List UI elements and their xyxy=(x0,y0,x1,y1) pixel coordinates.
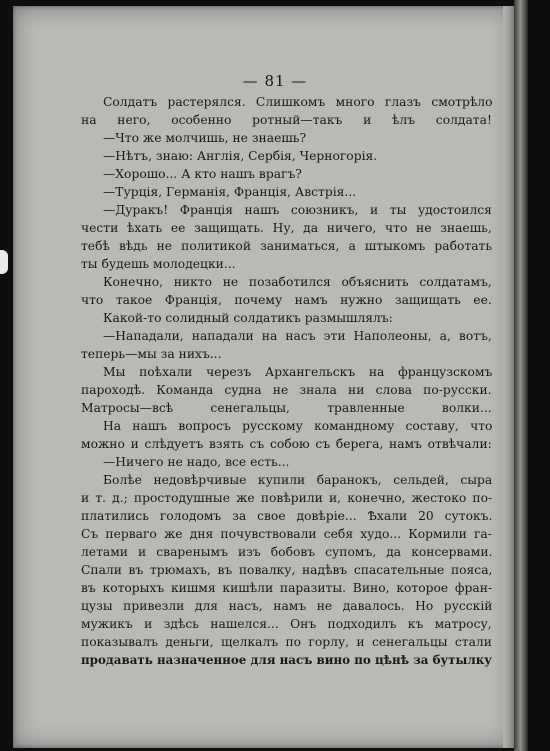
text-line: летами и сваренымъ изъ бобовъ супомъ, да консервами. xyxy=(81,545,493,559)
text-line: Солдатъ растерялся. Слишкомъ много глазъ смотрѣло xyxy=(103,95,493,109)
text-line: —Нападали, нападали на насъ эти Наполеоны, а, вотъ, xyxy=(103,329,492,343)
text-line: и т. д.; простодушные же повѣрили и, конечно, жестоко по- xyxy=(81,491,493,505)
text-line: Болѣе недовѣрчивые купили баранокъ, сельдей, сыра xyxy=(103,473,493,487)
text-line: Матросы—всѣ сенегальцы, травленные волки... xyxy=(81,401,492,415)
binding-hole xyxy=(0,250,8,274)
text-line: Какой-то солидный солдатикъ размышлялъ: xyxy=(103,311,393,325)
text-line: —Ничего не надо, все есть... xyxy=(103,455,290,469)
text-line: Конечно, никто не позаботился объяснить солдатамъ, xyxy=(103,275,492,289)
text-line: —Что же молчишь, не знаешь? xyxy=(103,131,307,145)
text-line: что такое Франція, почему намъ нужно защищать ее. xyxy=(81,293,492,307)
text-line: платились голодомъ за свое довѣріе... Ѣхали 20 сутокъ. xyxy=(81,509,493,523)
text-line: пароходѣ. Команда судна не знала ни слова по-русски. xyxy=(81,383,492,397)
text-line: можно и слѣдуетъ взять съ собою съ берега, намъ отвѣчали: xyxy=(81,437,492,451)
text-line: —Хорошо... А кто нашъ врагъ? xyxy=(103,167,302,181)
text-line: продавать назначенное для насъ вино по цѣнѣ за бутылку xyxy=(81,652,492,667)
text-line: мужикъ и здѣсь нашелся... Онъ подходилъ къ матросу, xyxy=(81,617,492,631)
page-fore-edge xyxy=(503,6,514,748)
text-line: Мы поѣхали черезъ Архангельскъ на французскомъ xyxy=(103,365,493,379)
text-line: на него, особенно ротный—такъ и ѣлъ солдата! xyxy=(81,113,492,127)
text-line: теперь—мы за нихъ... xyxy=(81,347,222,361)
text-line: На нашъ вопросъ русскому командному составу, что xyxy=(103,419,493,433)
text-line: показывалъ деньги, щелкалъ по горлу, и сенегальцы стали xyxy=(81,635,492,649)
text-line: тебѣ вѣдь не политикой заниматься, а штыкомъ работать xyxy=(81,239,493,253)
text-line: Съ перваго же дня почувствовали себя худо... Кормили га- xyxy=(81,527,492,541)
text-line: чести ѣхать ее защищать. Ну, да ничего, что не знаешь, xyxy=(81,221,492,235)
text-line: Спали въ трюмахъ, въ повалку, надѣвъ спасательные пояса, xyxy=(81,563,493,577)
page-number: — 81 — xyxy=(242,72,308,90)
text-line: —Турція, Германія, Франція, Австрія... xyxy=(103,185,357,199)
text-line: ты будешь молодецки... xyxy=(81,257,236,271)
text-line: въ которыхъ кишмя кишѣли паразиты. Вино, которое фран- xyxy=(81,581,493,595)
book-spine-edge xyxy=(514,0,528,751)
text-line: цузы привезли для насъ, намъ не давалось. Но русскій xyxy=(81,599,493,613)
text-line: —Нѣтъ, знаю: Англія, Сербія, Черногорія. xyxy=(103,149,378,163)
text-line: —Дуракъ! Франція нашъ союзникъ, и ты удостоился xyxy=(103,203,492,217)
